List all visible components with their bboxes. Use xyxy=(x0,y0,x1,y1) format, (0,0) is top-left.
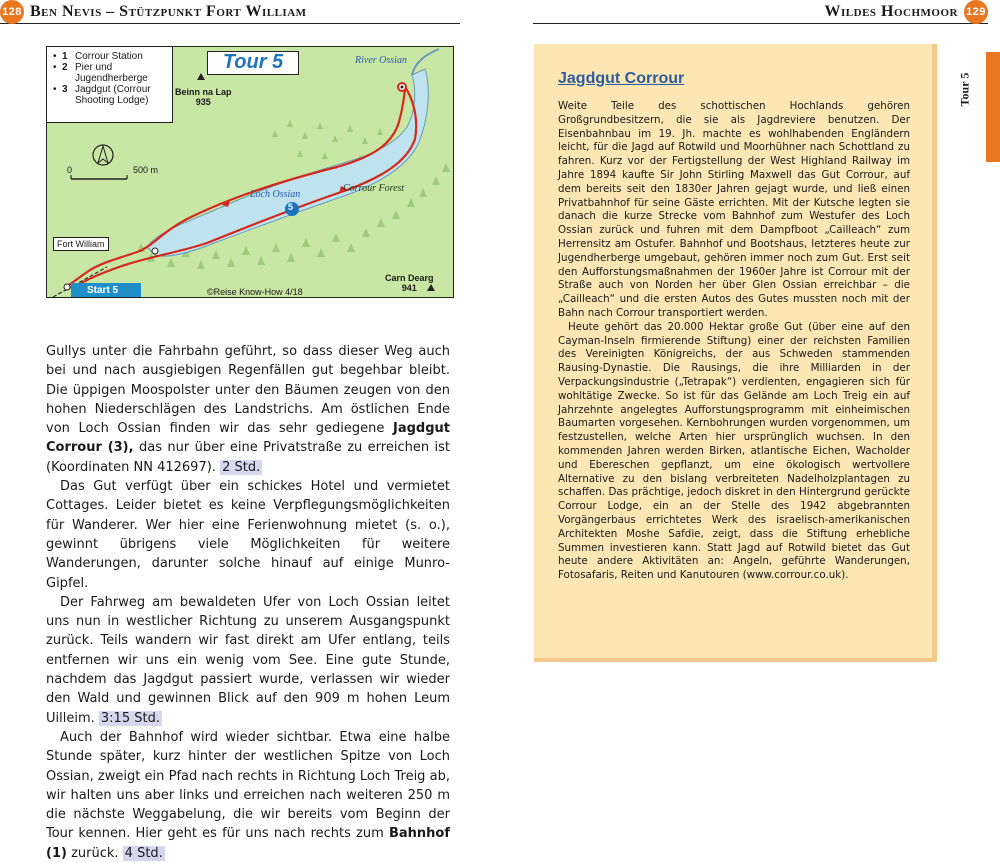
scale-zero: 0 xyxy=(67,165,73,175)
right-page xyxy=(500,0,1000,800)
side-tab-label: Tour 5 xyxy=(957,72,972,107)
left-header-title: Ben Nevis – Stützpunkt Fort William xyxy=(30,2,307,20)
time-badge: 4 Std. xyxy=(124,845,163,861)
info-title: Jagdgut Corrour xyxy=(558,70,685,87)
peak-carn-dearg: Carn Dearg 941 xyxy=(385,273,434,293)
paragraph: Gullys unter die Fahrbahn geführt, so dass dieser Weg auch bei und nach ausgiebigen Regenfällen gut begehbar bleibt. Die üppigen Moospolster unter den Bäumen zeugen von den hohen Niederschlägen des Landstrichs. Am östlichen Ende von Loch Ossian finden wir das sehr gediegene Jagdgut Corrour (3), das nur über eine Privatstraße zu erreichen ist (Koordinaten NN 412697). 2 Std. xyxy=(46,344,450,475)
tour-badge: Tour 5 xyxy=(207,51,299,75)
info-box xyxy=(534,44,937,662)
north-arrow-icon xyxy=(93,145,113,165)
legend-item: • 3 Jagdgut (Corrour Shooting Lodge) xyxy=(53,84,151,106)
paragraph: Auch der Bahnhof wird wieder sichtbar. Etwa eine halbe Stunde später, kurz hinter der westlichen Spitze von Loch Ossian, zweigt ein Pfad nach rechts in Richtung Loch Treig ab, wir halten uns aber links und erreichen nach weiteren 250 m die nächste Weggabelung, die wir bereits vom Beginn der Tour kennen. Hier geht es für uns nach rechts zum Bahnhof (1) zurück. 4 Std. xyxy=(46,729,450,861)
right-header xyxy=(533,0,988,24)
start-label: Start 5 xyxy=(71,283,141,298)
paragraph: Der Fahrweg am bewaldeten Ufer von Loch Ossian leitet uns nun in westlicher Richtung zu unserem Ausgangspunkt zurück. Teils wandern wir fast direkt am Ufer entlang, teils entfernen wir uns ein wenig vom See. Eine gute Stunde, nachdem das Jagdgut passiert wurde, verlassen wir wieder den Wald und gewinnen Blick auf den 909 m hohen Leum Uilleim. 3:15 Std. xyxy=(46,594,450,726)
left-header xyxy=(0,0,460,24)
side-tab-marker xyxy=(986,52,1000,162)
time-badge: 3:15 Std. xyxy=(100,710,160,726)
paragraph: Weite Teile des schottischen Hochlands gehören Großgrundbesitzern, die sie als Jagdreviere benutzen. Der Eisenbahnbau im 19. Jh. machte es wohlhabenden Engländern leicht, für die Jagd auf Rotwild und Moorhühner nach Schottland zu fahren. Kurz vor der Fertigstellung der West Highland Railway im Jahre 1894 kaufte Sir John Stirling Maxwell das Gut Corrour, auf dem bereits seit den 1830er Jahren gejagt wurde, und ließ einen Privatbahnhof für seine Gäste errichten. Mit der Kutsche legten sie danach die kurze Strecke vom Bahnhof zum Westufer des Loch Ossian zurück und fuhren mit dem Dampfboot „Cailleach“ zum Herrensitz am Ostufer. Bahnhof und Bootshaus, letzteres heute zur Jugendherberge umgebaut, gehören immer noch zum Gut. Erst seit den Aufforstungsmaßnahmen der 1960er Jahre ist Corrour mit der Straße auch von Norden her über Glen Ossian erreichbar – die „Cailleach“ und die ersten Autos des Gutes mussten noch mit der Bahn nach Corrour transportiert werden. xyxy=(558,100,910,319)
forest-label: Corrour Forest xyxy=(343,183,405,194)
tour-map xyxy=(46,46,454,298)
map-copyright: ©Reise Know-How 4/18 xyxy=(207,287,303,297)
legend-item: • 2 Pier und Jugendherberge xyxy=(53,62,148,84)
left-page xyxy=(0,0,500,861)
map-legend xyxy=(47,47,173,123)
left-body-text xyxy=(46,342,450,863)
left-page-number: 128 xyxy=(0,0,24,24)
paragraph: Heute gehört das 20.000 Hektar große Gut (über eine auf den Cayman-Inseln firmierende Stiftung) einer der reichsten Familien des Vereinigten Königreichs, der aus Schweden stammenden Rausing-Dynastie. Die Rausings, die ihre Milliarden in der Verpackungsindustrie („Tetrapak“) verdienten, engagieren sich für wohltätige Zwecke. So ist für das Gelände am Loch Treig ein auf Jahrzehnte angelegtes Aufforstungsprogramm mit einheimischen Baumarten vorgesehen. Kernbohrungen wurden vorgenommen, um festzustellen, welche Arten hier ursprünglich wuchsen. In den kommenden Jahren werden Birken, atlantische Eichen, Wacholder und Ebereschen gepflanzt, um eine ökologisch wertvollere Alternative zu den bislang verbreiteten Nadelholzplantagen zu schaffen. Das prächtige, jedoch diskret in den Hintergrund gerückte Corrour Lodge, ein an der Stelle des 1942 abgebrannten Vorgängerbaus errichtetes Werk des israelisch-amerikanischen Architekten Moshe Safdie, zeigt, dass die Stiftung erhebliche Summen investieren kann. Statt Jagd auf Rotwild bietet das Gut heute andere Aktivitäten an: Angeln, geführte Wanderungen, Fotosafaris, Reiten und Kanutouren (www.corrour.co.uk). xyxy=(558,320,910,582)
right-page-number: 129 xyxy=(964,0,988,24)
time-badge: 2 Std. xyxy=(222,459,261,475)
info-text xyxy=(558,100,910,583)
marker-5: 5 xyxy=(288,202,294,212)
paragraph: Das Gut verfügt über ein schickes Hotel und vermietet Cottages. Leider bietet es keine Verpflegungsmöglichkeiten für Wanderer. Wer hier eine Ferienwohnung mietet (s. o.), gewinnt übrigens viele Möglichkeiten für weitere Wanderungen, darunter solche hinauf auf einige Munro-Gipfel. xyxy=(46,479,450,591)
scale-label: 500 m xyxy=(133,165,159,175)
right-header-title: Wildes Hochmoor xyxy=(824,2,958,20)
peak-beinn-na-lap: Beinn na Lap 935 xyxy=(175,87,232,107)
fort-william-label: Fort William xyxy=(53,237,109,251)
river-label: River Ossian xyxy=(355,55,407,66)
loch-label: Loch Ossian xyxy=(250,189,301,200)
legend-item: • 1 Corrour Station xyxy=(53,51,143,62)
